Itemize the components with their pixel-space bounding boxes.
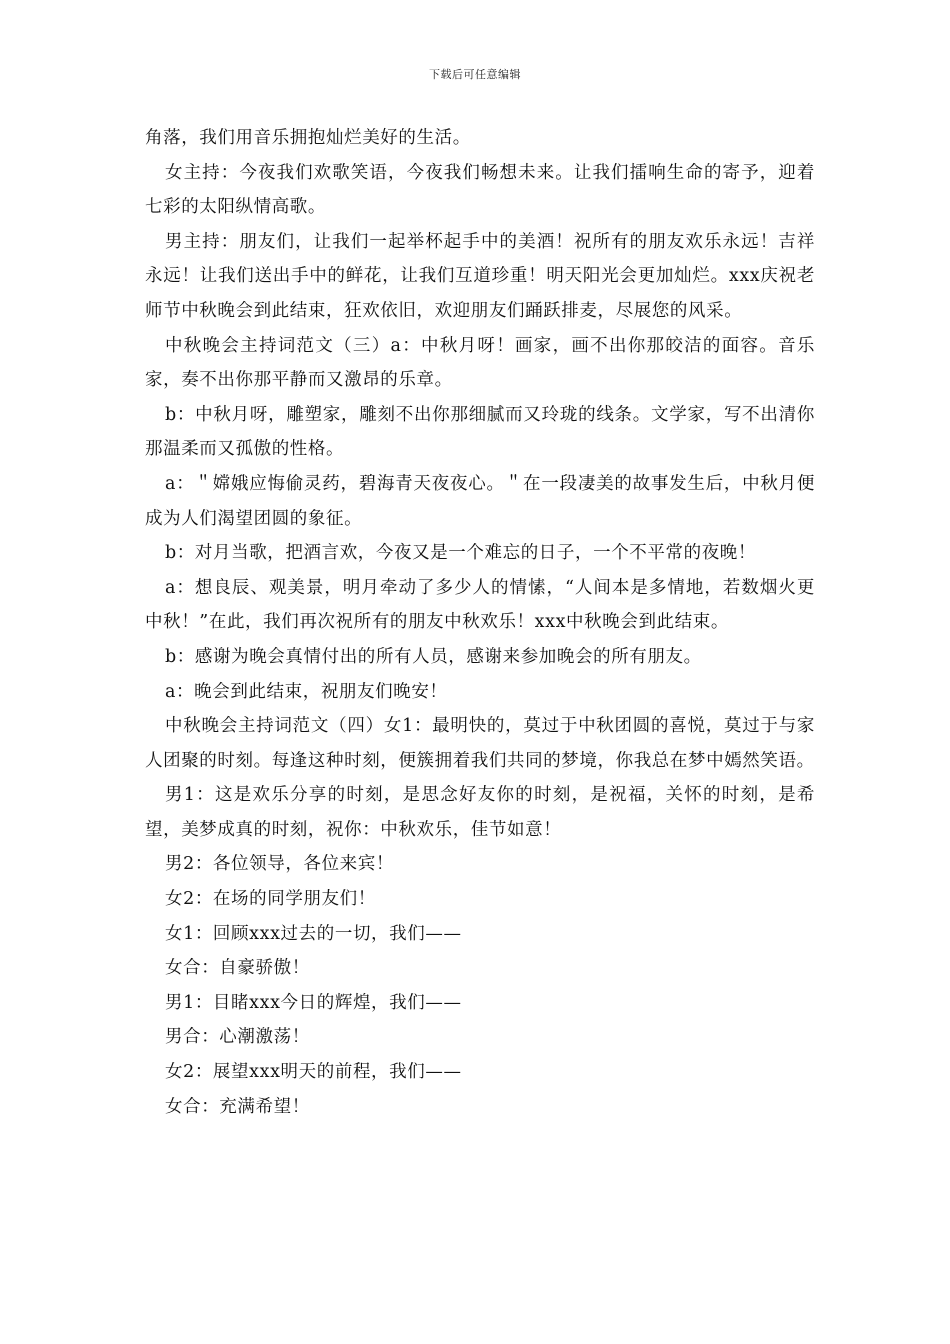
paragraph: 男合：心潮激荡！ — [165, 1027, 310, 1048]
page-header: 下载后可任意编辑 — [429, 68, 521, 81]
paragraph: a：想良辰、观美景，明月牵动了多少人的情愫，“人间本是多情地，若数烟火更中秋！”在此，我们再次祝所有的朋友中秋欢乐！xxx中秋晚会到此结束。 — [145, 577, 815, 633]
paragraph: 女主持：今夜我们欢歌笑语，今夜我们畅想未来。让我们擂响生命的寄予，迎着七彩的太阳纵情高歌。 — [145, 162, 815, 218]
paragraph: 男2：各位领导，各位来宾！ — [165, 854, 394, 875]
paragraph: 女2：展望xxx明天的前程，我们—— — [165, 1062, 462, 1083]
paragraph: 女2：在场的同学朋友们！ — [165, 889, 376, 910]
paragraph: 中秋晚会主持词范文（四）女1：最明快的，莫过于中秋团圆的喜悦，莫过于与家人团聚的时刻。每逢这种时刻，便簇拥着我们共同的梦境，你我总在梦中嫣然笑语。 — [145, 716, 815, 771]
paragraph: b：对月当歌，把酒言欢，今夜又是一个难忘的日子，一个不平常的夜晚！ — [165, 543, 756, 564]
paragraph: a：晚会到此结束，祝朋友们晚安！ — [165, 681, 448, 702]
paragraph: b：感谢为晚会真情付出的所有人员，感谢来参加晚会的所有朋友。 — [165, 646, 702, 667]
paragraph: a：＂嫦娥应悔偷灵药，碧海青天夜夜心。＂在一段凄美的故事发生后，中秋月便成为人们渴望团圆的象征。 — [145, 473, 815, 529]
paragraph: 角落，我们用音乐拥抱灿烂美好的生活。 — [145, 128, 471, 148]
paragraph: 男1：目睹xxx今日的辉煌，我们—— — [165, 992, 462, 1013]
paragraph: 男主持：朋友们，让我们一起举杯起手中的美酒！祝所有的朋友欢乐永远！吉祥永远！让我们送出手中的鲜花，让我们互道珍重！明天阳光会更加灿烂。xxx庆祝老师节中秋晚会到此结束，狂欢依旧，欢迎朋友们踊跃排麦，尽展您的风采。 — [145, 231, 815, 321]
paragraph: 女1：回顾xxx过去的一切，我们—— — [165, 923, 462, 944]
paragraph: 女合：自豪骄傲！ — [165, 958, 310, 979]
document-body — [145, 121, 815, 1124]
paragraph: b：中秋月呀，雕塑家，雕刻不出你那细腻而又玲珑的线条。文学家，写不出清你那温柔而又孤傲的性格。 — [145, 404, 815, 460]
paragraph: 中秋晚会主持词范文（三）a：中秋月呀！画家，画不出你那皎洁的面容。音乐家，奏不出你那平静而又激昂的乐章。 — [145, 335, 815, 391]
paragraph: 男1：这是欢乐分享的时刻，是思念好友你的时刻，是祝福，关怀的时刻，是希望，美梦成真的时刻，祝你：中秋欢乐，佳节如意！ — [145, 785, 815, 840]
paragraph: 女合：充满希望！ — [165, 1096, 310, 1117]
